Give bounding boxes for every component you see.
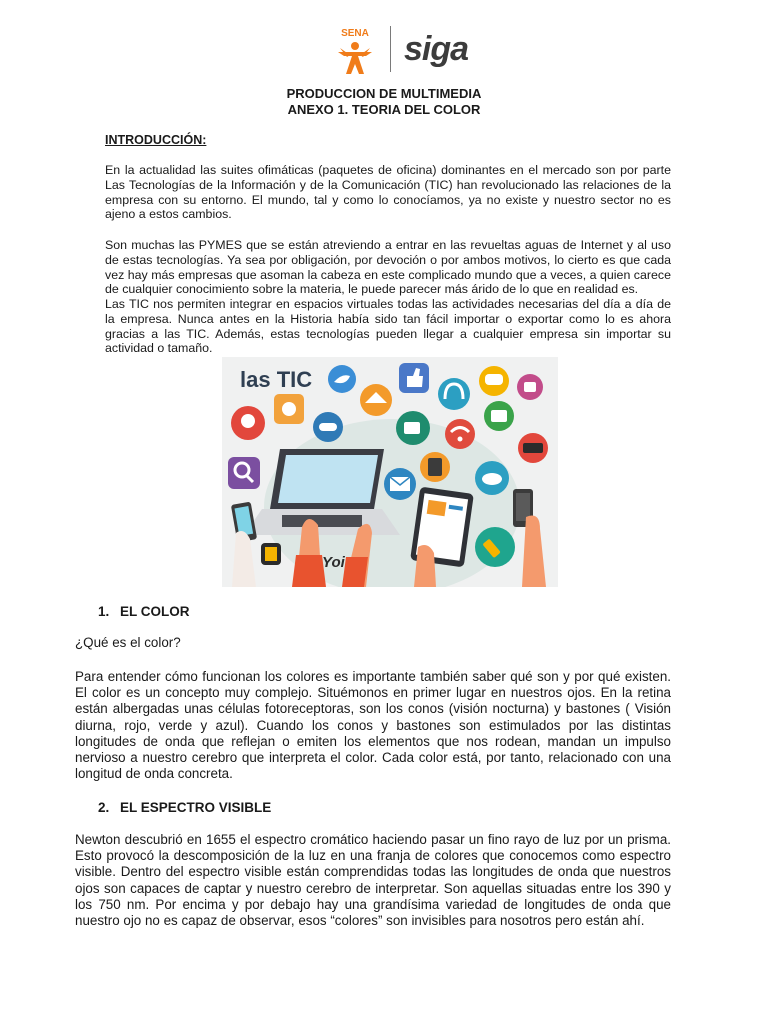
- document-title-line1: PRODUCCION DE MULTIMEDIA: [286, 86, 482, 101]
- section-body: Newton descubrió en 1655 el espectro cromático haciendo pasar un fino rayo de luz por un prisma. Esto provocó la descomposición de la luz en una franja de colores que conocemos como espectro visible. Dentro del espectro visible están comprendidas todas las longitudes de onda que nuestros ojos son capaces de captar y nuestro cerebro de interpretar. Son aquellas situadas entre los 390 y los 750 nm. Por encima y por debajo hay una grandísima variedad de longitudes de onda que nuestro ojo no es capaz de observar, esos “colores” son invisibles para nosotros pero están ahí.: [75, 832, 671, 929]
- twitter-icon: [328, 365, 356, 393]
- photo-icon: [274, 394, 304, 424]
- illustration-title: las TIC: [240, 367, 313, 392]
- intro-label: INTRODUCCIÓN:: [105, 133, 207, 147]
- photo-camera-icon: [484, 401, 514, 431]
- section-question: ¿Qué es el color?: [75, 635, 181, 650]
- cloud-icon: [475, 461, 509, 495]
- section-heading-visible-spectrum: [98, 800, 271, 815]
- logo-divider: [390, 26, 391, 72]
- intro-paragraph: Las TIC nos permiten integrar en espacios virtuales todas las actividades necesarias del día a día de la empresa. Nunca antes en la Historia había sido tan fácil importar o exportar como lo es ahora gracias a las TIC. Además, estas tecnologías pueden llegar a cualquier empresa sin importar su actividad o tamaño.: [105, 297, 671, 356]
- section-number: 2.: [98, 800, 110, 815]
- section-body: Para entender cómo funcionan los colores es importante también saber qué son y por qué existen. El color es un concepto muy complejo. Situémonos en primer lugar en nuestros ojos. En la retina están albergadas unas células fotoreceptoras, son los conos (visión nocturna) y bastones ( Visión diurna, rojo, verde y azul). Cuando los conos y bastones son estimulados por las distintas longitudes de onda que reflejan o emiten los elementos que nos rodean, mandan un impulso nervioso a nuestro cerebro que interpreta el color. Cada color está, por tanto, relacionado con una longitud de onda concreta.: [75, 669, 671, 782]
- siga-logo: [402, 30, 478, 74]
- intro-paragraph: En la actualidad las suites ofimáticas (paquetes de oficina) dominantes en el mercado son por parte Las Tecnologías de la Información y de la Comunicación (TIC) han revolucionado las relaciones de la empresa con su entorno. El mundo, tal y como lo conocíamos, ya no existe y nuestro sector no es ajeno a estos cambios.: [105, 163, 671, 222]
- gamepad-icon: [313, 412, 343, 442]
- wifi-icon: [445, 419, 475, 449]
- house-icon: [360, 384, 392, 416]
- webcam-icon: [231, 406, 265, 440]
- tic-illustration: [222, 357, 558, 587]
- document-title-line2: ANEXO 1. TEORIA DEL COLOR: [287, 102, 481, 117]
- svg-text:siga: siga: [404, 30, 469, 68]
- usb-icon: [475, 527, 515, 567]
- search-icon: [228, 457, 260, 489]
- sim-card-icon: [420, 452, 450, 482]
- email-icon: [384, 468, 416, 500]
- sena-logo: [332, 26, 378, 76]
- intro-paragraph: Son muchas las PYMES que se están atreviendo a entrar en las revueltas aguas de Internet y al uso de estas tecnologías. Ya sea por obligación, por devoción o por ambos motivos, lo cierto es que cada vez hay más empresas que asoman la cabeza en este complicado mundo que a veces, a quien carece de cualquier conocimiento sobre la materia, le puede parecer más árido de lo que en realidad es.: [105, 238, 671, 297]
- headphones-icon: [438, 378, 470, 410]
- video-icon: [396, 411, 430, 445]
- chat-icon: [479, 366, 509, 396]
- illustration-signature: Yoi: [322, 554, 345, 571]
- header-logos: [0, 22, 768, 78]
- like-icon: [399, 363, 429, 393]
- section-title: EL COLOR: [120, 604, 190, 619]
- camera-icon: [517, 374, 543, 400]
- smartwatch-icon: [261, 543, 281, 565]
- section-title: EL ESPECTRO VISIBLE: [120, 800, 272, 815]
- phone-icon: [518, 433, 548, 463]
- section-number: 1.: [98, 604, 110, 619]
- document-title: [0, 86, 768, 118]
- svg-text:SENA: SENA: [341, 28, 369, 39]
- section-heading-color: [98, 604, 190, 619]
